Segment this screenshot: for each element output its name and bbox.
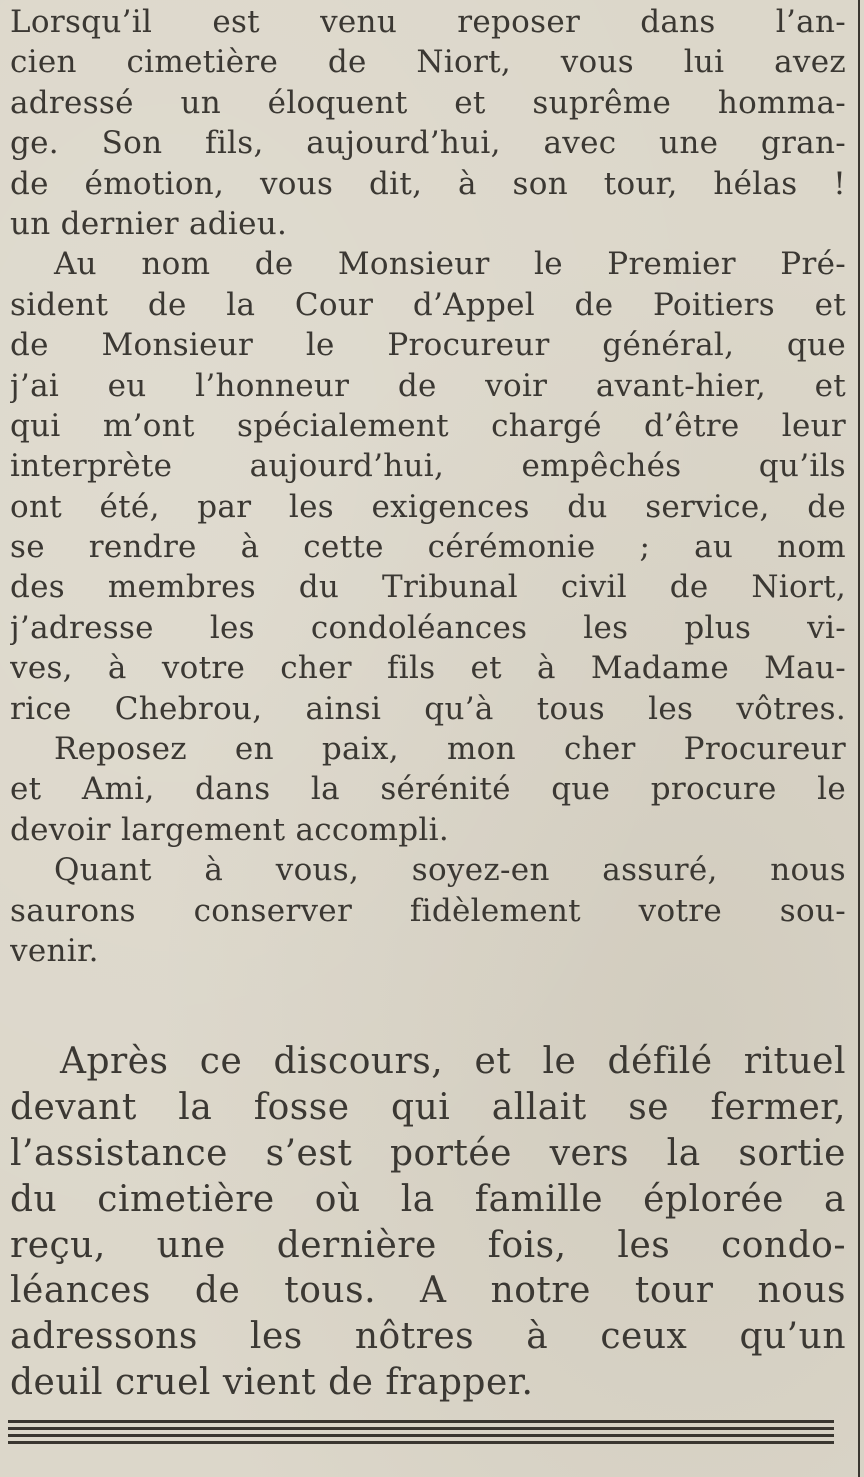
paragraph-1 [10, 2, 846, 244]
text-line: ont été, par les exigences du service, de [10, 488, 846, 525]
text-line: ves, à votre cher fils et à Madame Mau- [10, 650, 846, 687]
text-line: Après ce discours, et le défilé rituel [60, 1041, 846, 1083]
column-rule-right [858, 0, 860, 1477]
text-line: ge. Son fils, aujourd’hui, avec une gran- [10, 125, 846, 162]
text-line: interprète aujourd’hui, empêchés qu’ils [10, 448, 846, 485]
text-line: sident de la Cour d’Appel de Poitiers et [10, 286, 846, 323]
text-line: devoir largement accompli. [10, 811, 449, 848]
text-line: du cimetière où la famille éplorée a [10, 1178, 846, 1220]
text-line: de Monsieur le Procureur général, que [10, 327, 846, 364]
text-line: venir. [10, 932, 99, 969]
text-line: j’ai eu l’honneur de voir avant-hier, et [10, 367, 846, 404]
text-line: rice Chebrou, ainsi qu’à tous les vôtres. [10, 690, 846, 727]
text-line: qui m’ont spécialement chargé d’être leur [10, 407, 846, 444]
text-line: adressé un éloquent et suprême homma- [10, 84, 846, 121]
text-line: l’assistance s’est portée vers la sortie [10, 1132, 846, 1174]
paragraph-3 [10, 729, 846, 850]
text-line: Quant à vous, soyez-en assuré, nous [54, 852, 846, 889]
paragraph-4 [10, 850, 846, 971]
divider-line [8, 1420, 834, 1423]
divider-line [8, 1434, 834, 1437]
paragraph-5 [10, 1039, 846, 1405]
text-line: Au nom de Monsieur le Premier Pré- [54, 246, 846, 283]
speech-text [10, 2, 846, 971]
divider-line [8, 1427, 834, 1430]
text-line: Reposez en paix, mon cher Procureur [54, 731, 846, 768]
text-line: deuil cruel vient de frapper. [10, 1361, 534, 1403]
text-line: léances de tous. A notre tour nous [10, 1270, 846, 1312]
report-text [10, 1039, 846, 1405]
text-line: devant la fosse qui allait se fermer, [10, 1087, 846, 1129]
text-line: cien cimetière de Niort, vous lui avez [10, 44, 846, 81]
text-line: j’adresse les condoléances les plus vi- [10, 609, 846, 646]
paragraph-2 [10, 244, 846, 729]
article-column [10, 0, 846, 1406]
text-line: de émotion, vous dit, à son tour, hélas ! [10, 165, 846, 202]
text-line: se rendre à cette cérémonie ; au nom [10, 529, 846, 566]
text-line: Lorsqu’il est venu reposer dans l’an- [10, 4, 846, 40]
text-line: et Ami, dans la sérénité que procure le [10, 771, 846, 808]
text-line: saurons conserver fidèlement votre sou- [10, 892, 846, 929]
text-line: des membres du Tribunal civil de Niort, [10, 569, 846, 606]
text-line: reçu, une dernière fois, les condo- [10, 1224, 846, 1266]
section-divider [8, 1418, 834, 1448]
divider-line [8, 1441, 834, 1444]
text-line: un dernier adieu. [10, 205, 288, 242]
text-line: adressons les nôtres à ceux qu’un [10, 1316, 846, 1358]
